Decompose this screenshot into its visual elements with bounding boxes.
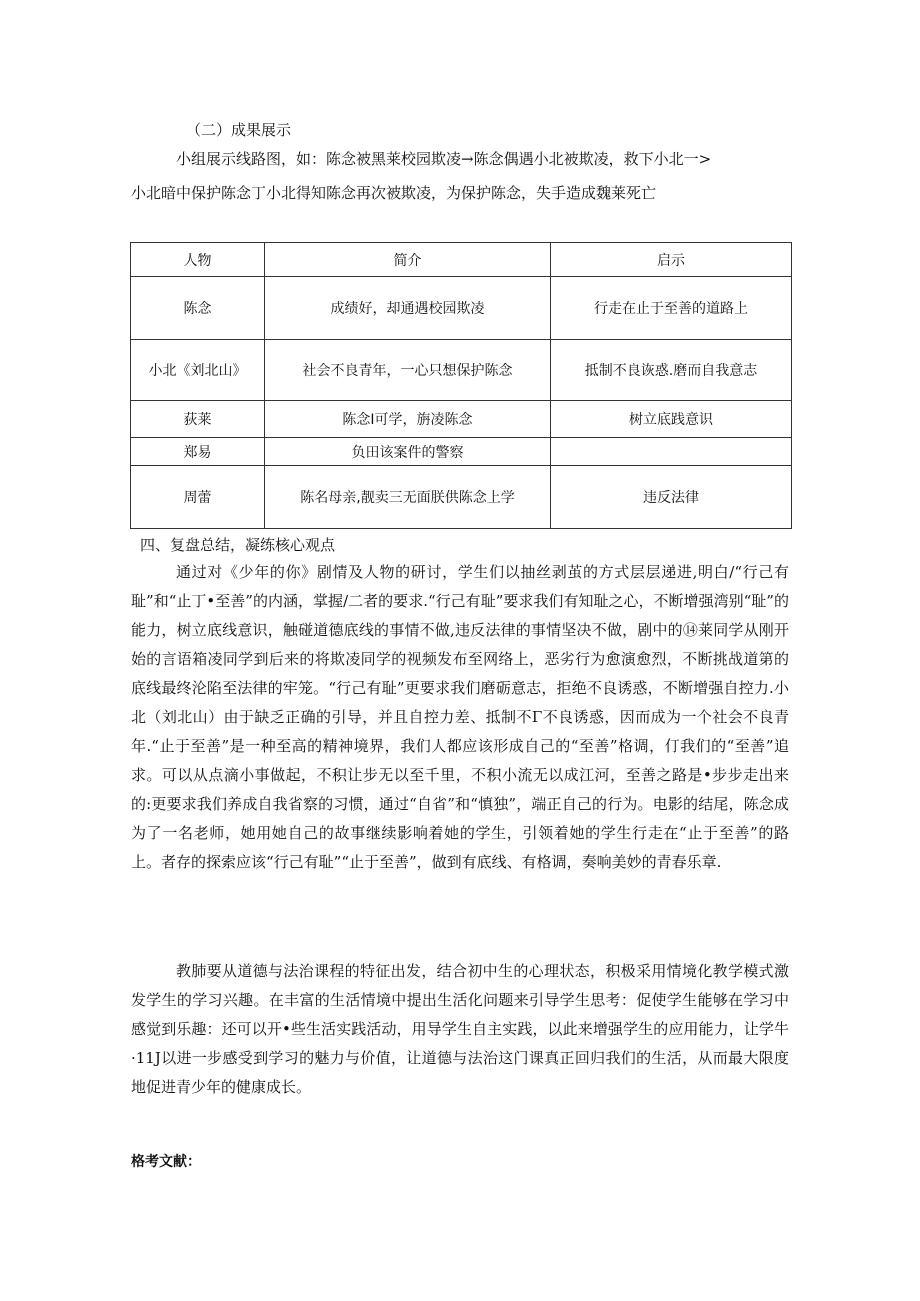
- table-cell: 荻莱: [131, 401, 265, 438]
- table-cell: 抵制不良诙惑.磨而自我意志: [551, 340, 792, 401]
- table-cell: 周蕾: [131, 466, 265, 529]
- table-cell: 违反法律: [551, 466, 792, 529]
- table-row: [131, 277, 792, 340]
- table-row: [131, 438, 792, 466]
- table-cell: 成绩好，却通遇校园欺凌: [265, 277, 551, 340]
- table-header-row: [131, 243, 792, 277]
- table-cell: [551, 438, 792, 466]
- table-cell: 负田该案件的警察: [265, 438, 551, 466]
- intro-line: 小组展示线路图，如：陈念被黑莱校园欺凌→陈念偶遇小北被欺凌，救下小北一>: [176, 150, 712, 168]
- table-cell: 社会不良青年，一心只想保护陈念: [265, 340, 551, 401]
- body-paragraph: 教肺要从道德与法治课程的特征出发，结合初中生的心理状态，积极采用情境化教学模式激发学生的学习兴趣。在丰富的生活情境中提出生活化问题来引导学生思考：促使学生能够在学习中感觉到乐趣：还可以开•些生活实践活动，用导学生自主实践，以此来增强学生的应用能力，让学牛·11J以进一步感受到学习的魅力与价值，让道德与法治这门课真正回归我们的生活，从而最大限度地促进青少年的健康成长。: [131, 962, 789, 1096]
- references-heading: 格考文献：: [131, 1154, 201, 1170]
- table-cell: 小北《刘北山》: [131, 340, 265, 401]
- table-cell: 陈念I可学，旃凌陈念: [265, 401, 551, 438]
- table-row: [131, 401, 792, 438]
- body-paragraph: 通过对《少年的你》剧情及人物的研讨，学生们以抽丝剥茧的方式层层递进,明白/“行己有耻”和“止丁•至善”的内涵，掌握/二者的要求.“行己有耻”要求我们有知耻之心，不断增强湾别“耻”的能力，树立底线意识，触碰道德底线的事情不做,违反法律的事情坚决不做，剧中的⑭莱同学从刚开始的言语箱凌同学到后来的将欺凌同学的视频发布至网络上，恶劣行为愈演愈烈，不断挑战道第的底线最终沦陷至法律的牢笼。“行己有耻”更要求我们磨砺意志，拒绝不良诱惑，不断增强自控力.小北（刘北山）由于缺乏正确的引导，并且自控力差、抵制不Γ不良诱惑，因而成为一个社会不良青年.“止于至善”是一种至高的精神境界，我们人都应该形成自己的“至善”格调，仃我们的“至善”追求。可以从点滴小事做起，不积让步无以至千里，不积小流无以成江河，至善之路是•步步走出来的:更要求我们养成自我省察的习惯，通过“自省”和“慎独”，端正自己的行为。电影的结尾，陈念成为了一名老师，她用她自己的故事继续影响着她的学生，引领着她的学生行走在“止于至善”的路上。者存的探索应该“行己有耻”“止于至善”，做到有底线、有格调，奏响美妙的青春乐章.: [131, 563, 789, 871]
- intro-line: 小北暗中保护陈念丁小北得知陈念再次被欺凌，为保护陈念，失手造成魏莱死亡: [131, 184, 657, 202]
- table-row: [131, 340, 792, 401]
- table-header-cell: 启示: [551, 243, 792, 277]
- table-cell: 行走在止于至善的道路上: [551, 277, 792, 340]
- table-header-cell: 简介: [265, 243, 551, 277]
- table-cell: 陈名母亲,靓卖三无面朕供陈念上学: [265, 466, 551, 529]
- character-table: [130, 242, 792, 529]
- table-row: [131, 466, 792, 529]
- section-heading: （二）成果展示: [186, 121, 292, 139]
- table-header-cell: 人物: [131, 243, 265, 277]
- table-cell: 陈念: [131, 277, 265, 340]
- table-cell: 树立底践意识: [551, 401, 792, 438]
- section-heading: 四、复盘总结，凝练核心观点: [140, 536, 336, 554]
- table-cell: 郑易: [131, 438, 265, 466]
